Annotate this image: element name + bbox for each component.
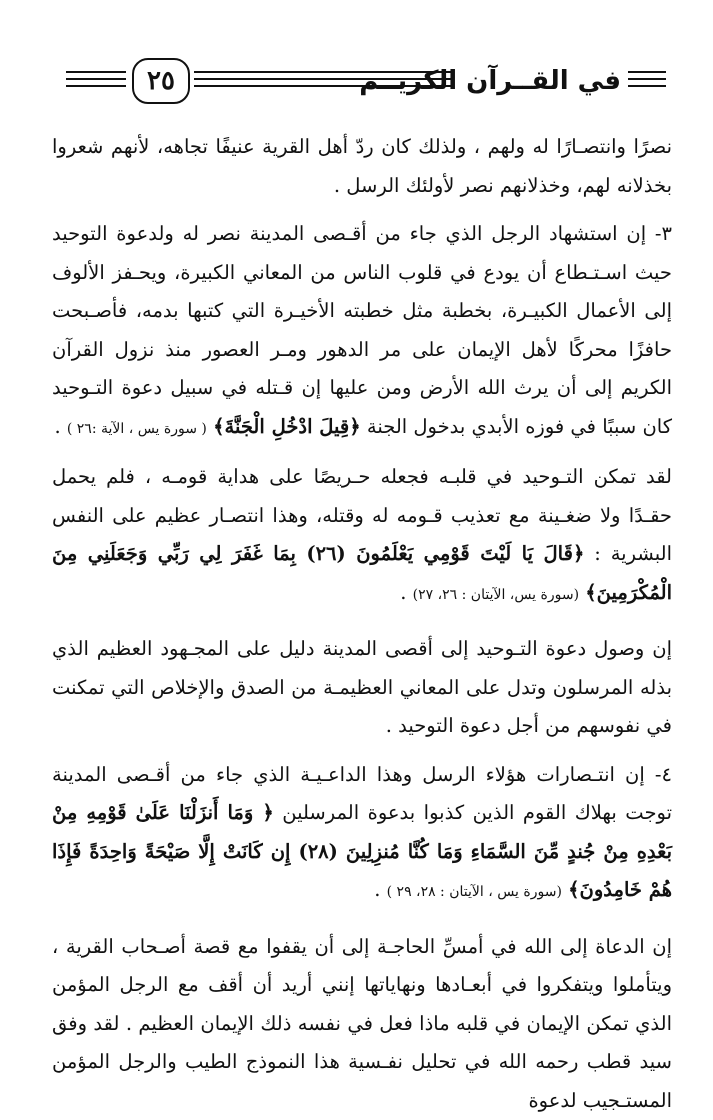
- book-title: في القــرآن الكريــم: [359, 66, 621, 96]
- paragraph-text: نصرًا وانتصـارًا له ولهم ، ولذلك كان ردّ أهل القرية عنيفًا تجاهه، لأنهم شعروا بخذلانه لهم، وخذلانهم نصر لأولئك الرسل .: [52, 135, 672, 197]
- paragraph-end: .: [54, 415, 66, 438]
- header-rule-right: [628, 71, 666, 73]
- paragraph-5: [52, 756, 672, 912]
- paragraph-text: ٣- إن استشهاد الرجل الذي جاء من أقـصى المدينة نصر له ولدعوة التوحيد حيث اسـتـطاع أن يودع في قلوب الناس من المعاني الكبيرة، ويحـفز الألوف إلى الأعمال الكبيـرة، بخطبة مثل خطبته الأخيـرة التي كتبها بدمه، فأصـبحت حافزًا محركًا لأهل الإيمان على مر الدهور ومـر العصور منذ نزول القرآن الكريم إلى أن يرث الله الأرض ومن عليها إن قـتله في سبيل دعوة التـوحيد كان سببًا في فوزه الأبدي بدخول الجنة: [52, 222, 672, 438]
- paragraph-text: إن الدعاة إلى الله في أمسِّ الحاجـة إلى أن يقفوا مع قصة أصـحاب القرية ، ويتأملوا ويتفكروا في أبعـادها ونهاياتها إنني أريد أن أقف مع الرجل المؤمن الذي تمكن الإيمان في قلبه ماذا فعل في نفسه ذلك الإيمان العظيم . لقد وفق سيد قطب رحمه الله في تحليل نفـسية هذا النموذج الطيب والرجل المؤمن المستـجيب لدعوة: [52, 935, 672, 1112]
- page-body: [52, 128, 672, 1120]
- paragraph-text: إن وصول دعوة التـوحيد إلى أقصى المدينة دليل على المجـهود العظيم الذي بذله المرسلون وتدل على المعاني العظيمـة من الصدق والإخلاص التي تمكنت في نفوسهم من أجل دعوة التوحيد .: [52, 637, 672, 737]
- header-rule-right: [628, 78, 666, 80]
- page-number: [132, 58, 190, 104]
- header-rule-left: [66, 71, 126, 73]
- verse-citation: (سورة يس ، الآيتان : ٢٨، ٢٩ ): [387, 884, 562, 900]
- paragraph-end: .: [400, 581, 412, 604]
- verse-citation: (سورة يس، الآيتان : ٢٦، ٢٧): [413, 587, 579, 603]
- paragraph-end: .: [374, 878, 386, 901]
- paragraph-4: [52, 630, 672, 746]
- quran-verse: ﴿قَالَ يَا لَيْتَ قَوْمِي يَعْلَمُونَ (٢٦) بِمَا غَفَرَ لِي رَبِّي وَجَعَلَنِي مِنَ الْمُكْرَمِينَ﴾: [52, 542, 672, 604]
- paragraph-2: [52, 215, 672, 448]
- quran-verse: ﴿قِيلَ ادْخُلِ الْجَنَّةَ﴾: [213, 415, 361, 438]
- header-rule-left: [66, 78, 126, 80]
- verse-citation: ( سورة يس ، الآية :٢٦ ): [67, 421, 207, 437]
- page-number-text: ٢٥: [147, 66, 175, 96]
- paragraph-6: [52, 928, 672, 1120]
- paragraph-3: [52, 458, 672, 614]
- paragraph-text: ٤- إن انتـصارات هؤلاء الرسل وهذا الداعـيـة الذي جاء من أقـصى المدينة توجت بهلاك القوم الذين كذبوا بدعوة المرسلين: [52, 763, 672, 825]
- header-rule-left: [66, 85, 126, 87]
- paragraph-1: [52, 128, 672, 205]
- quran-verse: ﴿ وَمَا أَنزَلْنَا عَلَىٰ قَوْمِهِ مِنْ بَعْدِهِ مِنْ جُندٍ مِّنَ السَّمَاءِ وَمَا كُنَّا مُنزِلِينَ (٢٨) إِن كَانَتْ إِلَّا صَيْحَةً وَاحِدَةً فَإِذَا هُمْ خَامِدُونَ﴾: [52, 801, 672, 901]
- paragraph-text: لقد تمكن التـوحيد في قلبـه فجعله حـريصًا على هداية قومـه ، فلم يحمل حقـدًا ولا ضغـينة مع تعذيب قـومه له وقتله، وهذا انتصـار عظيم على النفس البشرية :: [52, 465, 672, 565]
- header-rule-right: [628, 85, 666, 87]
- page-header: [0, 0, 713, 120]
